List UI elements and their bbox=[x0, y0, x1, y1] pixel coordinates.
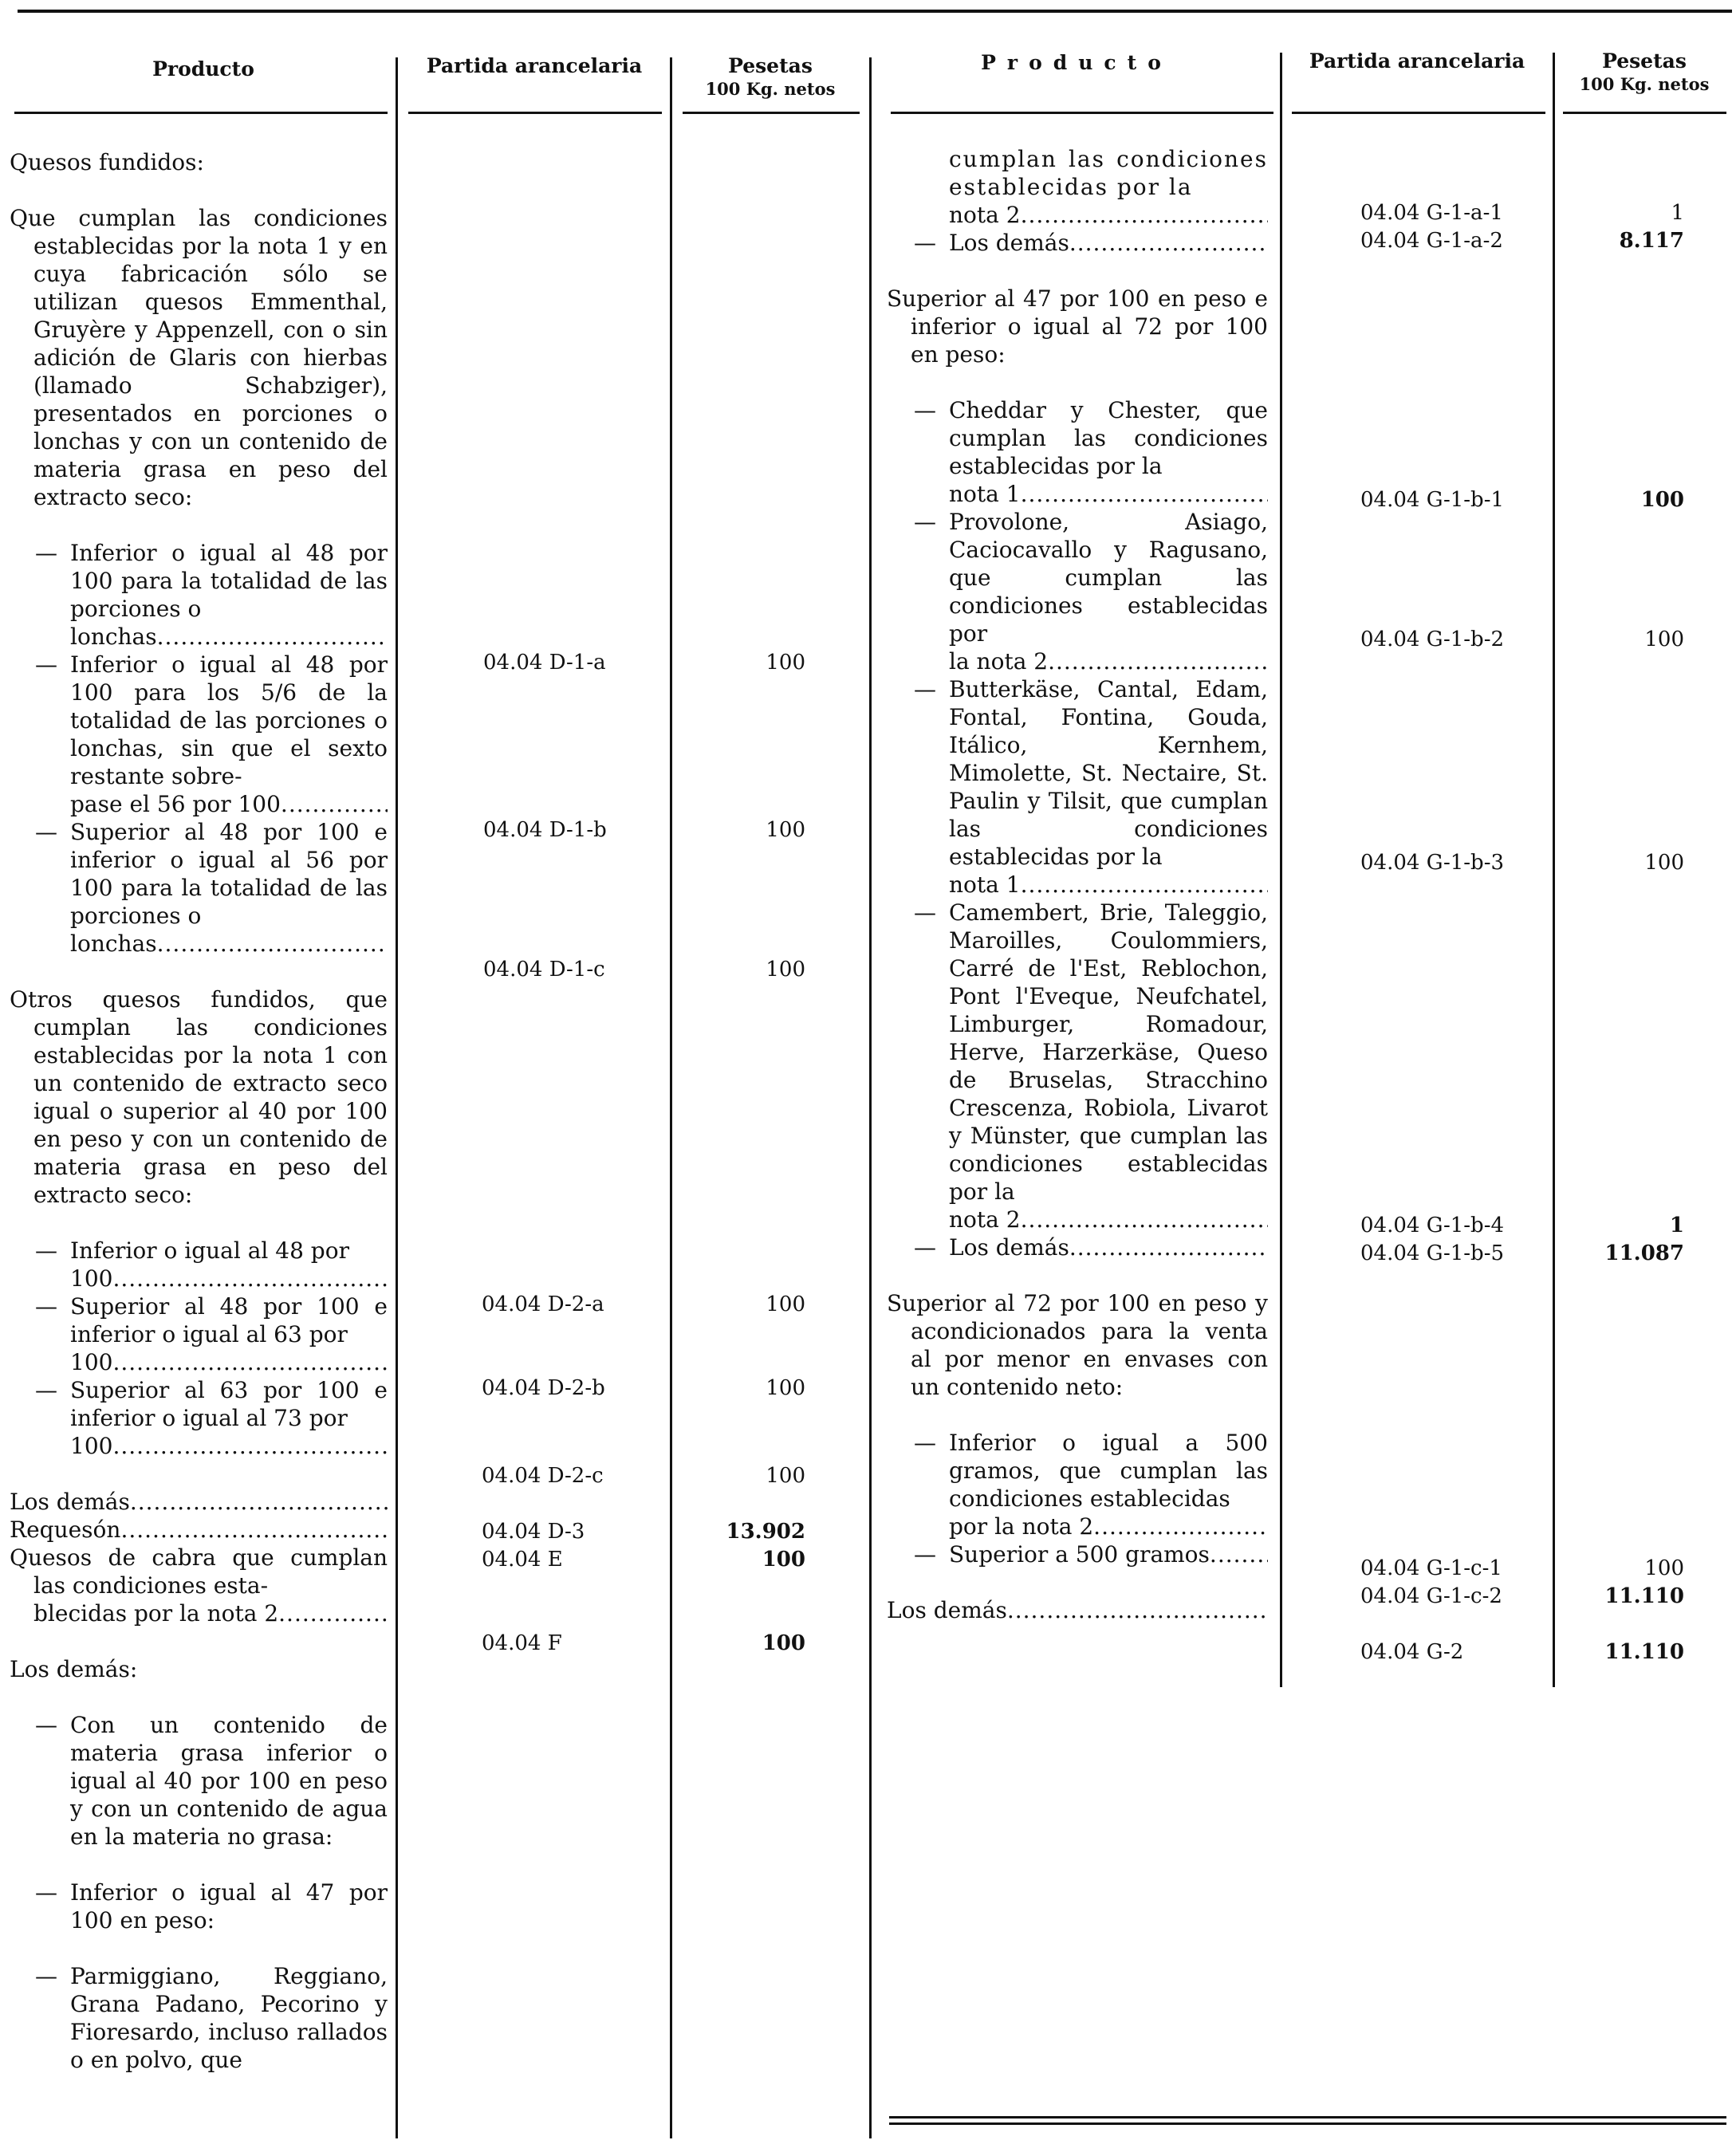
item-label: Requesón bbox=[10, 1517, 121, 1543]
list-item bbox=[35, 1711, 388, 1851]
column-divider bbox=[1280, 53, 1282, 1687]
right-product-column bbox=[887, 145, 1268, 1624]
dash-marker: — bbox=[914, 899, 936, 926]
price-value: 100 bbox=[766, 958, 805, 982]
end-rule bbox=[889, 2116, 1726, 2118]
tariff-code: 04.04 F bbox=[482, 1631, 562, 1655]
item-label: 100 bbox=[70, 1265, 113, 1292]
list-item bbox=[949, 145, 1268, 229]
item-label: nota 1 bbox=[949, 871, 1021, 898]
item-text: Inferior o igual al 48 por 100 para la totalidad de las porciones o bbox=[70, 540, 388, 622]
dash-marker: — bbox=[35, 1377, 57, 1403]
leader-dots bbox=[1210, 1540, 1268, 1568]
item-text: Quesos de cabra que cumplan las condiciones esta- bbox=[10, 1544, 388, 1599]
list-item bbox=[914, 396, 1268, 508]
item-label: pase el 56 por 100 bbox=[70, 791, 281, 817]
item-text: Provolone, Asiago, Caciocavallo y Ragusano, que cumplan las condiciones establecidas por bbox=[949, 509, 1268, 647]
tariff-code: 04.04 D-2-b bbox=[482, 1376, 605, 1400]
column-divider bbox=[1553, 53, 1555, 1687]
tariff-code: 04.04 G-1-c-2 bbox=[1360, 1584, 1502, 1608]
price-value: 1 bbox=[1669, 1214, 1684, 1237]
item-text: Inferior o igual al 47 por 100 en peso: bbox=[70, 1879, 388, 1934]
list-item bbox=[35, 1292, 388, 1376]
header-producto-right: Producto bbox=[981, 51, 1172, 74]
price-value: 100 bbox=[766, 1292, 805, 1316]
item-text: Con un contenido de materia grasa inferior o igual al 40 por 100 en peso y con un contenido de agua en la materia no grasa: bbox=[70, 1712, 388, 1850]
header-pesetas-label: Pesetas bbox=[1602, 49, 1687, 73]
dash-marker: — bbox=[35, 819, 57, 845]
list-item bbox=[35, 651, 388, 818]
item-label: nota 1 bbox=[949, 481, 1021, 507]
header-rule bbox=[408, 112, 662, 114]
list-item bbox=[914, 899, 1268, 1233]
price-value: 1 bbox=[1671, 201, 1684, 225]
list-item bbox=[914, 229, 1268, 257]
page-center-divider bbox=[869, 57, 872, 2138]
header-rule bbox=[683, 112, 860, 114]
tariff-code: 04.04 G-1-b-1 bbox=[1360, 488, 1505, 512]
item-text: Camembert, Brie, Taleggio, Maroilles, Coulommiers, Carré de l'Est, Reblochon, Pont l'Eveque, Neufchatel, Limburger, Romadour, Herve, Harzerkäse, Queso de Bruselas, Stracchino Crescenza, Robiola, Livarot y Münster, que cumplan las condiciones establecidas por la bbox=[949, 899, 1268, 1205]
item-label: lonchas bbox=[70, 624, 157, 650]
leader-dots bbox=[1069, 229, 1268, 257]
list-item bbox=[914, 1429, 1268, 1540]
item-text: Inferior o igual al 48 por 100 para los 5/6 de la totalidad de las porciones o lonchas, sin que el sexto restante sobre- bbox=[70, 651, 388, 789]
item-text: Parmiggiano, Reggiano, Grana Padano, Pecorino y Fioresardo, incluso rallados o en polvo, que bbox=[70, 1963, 388, 2073]
left-product-column bbox=[10, 148, 388, 2074]
price-value: 11.110 bbox=[1604, 1640, 1684, 1664]
tariff-code: 04.04 G-1-a-2 bbox=[1360, 229, 1503, 253]
item-text: Superior al 48 por 100 e inferior o igual al 56 por 100 para la totalidad de las porciones o bbox=[70, 819, 388, 929]
price-value: 100 bbox=[1640, 488, 1684, 512]
leader-dots bbox=[1021, 480, 1268, 508]
item-label: Los demás bbox=[887, 1597, 1007, 1623]
price-value: 100 bbox=[762, 1631, 805, 1655]
price-value: 11.110 bbox=[1604, 1584, 1684, 1608]
dash-marker: — bbox=[35, 1879, 57, 1906]
price-value: 100 bbox=[762, 1548, 805, 1572]
leader-dots bbox=[1021, 201, 1268, 229]
leader-dots bbox=[281, 790, 388, 818]
list-item bbox=[10, 1516, 388, 1544]
header-pesetas-unit: 100 Kg. netos bbox=[1579, 74, 1710, 94]
tariff-code: 04.04 G-2 bbox=[1360, 1640, 1464, 1664]
list-item bbox=[35, 818, 388, 958]
header-rule bbox=[14, 112, 388, 114]
column-divider bbox=[396, 57, 398, 2138]
top-rule bbox=[18, 10, 1732, 13]
header-rule bbox=[891, 112, 1273, 114]
item-label: por la nota 2 bbox=[949, 1513, 1094, 1540]
leader-dots bbox=[1007, 1596, 1268, 1624]
leader-dots bbox=[1093, 1513, 1268, 1540]
paragraph: Superior al 47 por 100 en peso e inferior o igual al 72 por 100 en peso: bbox=[887, 285, 1268, 368]
leader-dots bbox=[130, 1488, 388, 1516]
leader-dots bbox=[278, 1599, 388, 1627]
dash-marker: — bbox=[35, 1712, 57, 1738]
dash-marker: — bbox=[914, 230, 936, 256]
dash-marker: — bbox=[914, 397, 936, 423]
header-partida-left: Partida arancelaria bbox=[426, 54, 643, 77]
leader-dots bbox=[1021, 1206, 1268, 1233]
item-text: Inferior o igual a 500 gramos, que cumplan las condiciones establecidas bbox=[949, 1430, 1268, 1512]
dash-marker: — bbox=[914, 1430, 936, 1456]
list-item bbox=[35, 539, 388, 651]
header-pesetas-right bbox=[1557, 49, 1732, 96]
list-item bbox=[35, 1962, 388, 2074]
dash-marker: — bbox=[914, 509, 936, 535]
list-item bbox=[10, 1488, 388, 1516]
leader-dots bbox=[112, 1265, 388, 1292]
header-pesetas-label: Pesetas bbox=[728, 54, 813, 77]
list-item bbox=[10, 1544, 388, 1627]
paragraph: Otros quesos fundidos, que cumplan las condiciones establecidas por la nota 1 con un contenido de extracto seco igual o superior al 40 por 100 en peso y con un contenido de materia grasa en peso del extracto seco: bbox=[10, 986, 388, 1208]
list-item bbox=[35, 1376, 388, 1460]
column-divider bbox=[670, 57, 672, 2138]
tariff-code: 04.04 G-1-b-4 bbox=[1360, 1214, 1505, 1237]
header-rule bbox=[1292, 112, 1545, 114]
list-item bbox=[914, 508, 1268, 675]
price-value: 13.902 bbox=[726, 1520, 805, 1544]
price-value: 8.117 bbox=[1619, 229, 1684, 253]
item-label: nota 2 bbox=[949, 1206, 1021, 1233]
item-label: 100 bbox=[70, 1349, 113, 1375]
item-label: Superior a 500 gramos bbox=[949, 1541, 1210, 1568]
header-producto-left: Producto bbox=[152, 57, 254, 81]
item-text: cumplan las condiciones establecidas por la bbox=[949, 146, 1268, 200]
item-label: nota 2 bbox=[949, 202, 1021, 228]
list-item bbox=[914, 675, 1268, 899]
dash-marker: — bbox=[35, 1237, 57, 1264]
leader-dots bbox=[112, 1348, 388, 1376]
leader-dots bbox=[112, 1432, 388, 1460]
item-label: lonchas bbox=[70, 930, 157, 957]
tariff-code: 04.04 D-2-a bbox=[482, 1292, 604, 1316]
dash-marker: — bbox=[35, 1963, 57, 1989]
tariff-code: 04.04 D-1-c bbox=[483, 958, 605, 982]
list-item bbox=[35, 1237, 388, 1292]
header-rule bbox=[1563, 112, 1726, 114]
dash-marker: — bbox=[35, 1293, 57, 1320]
tariff-code: 04.04 D-3 bbox=[482, 1520, 585, 1544]
price-value: 100 bbox=[766, 651, 805, 675]
price-value: 100 bbox=[766, 1376, 805, 1400]
tariff-code: 04.04 D-1-a bbox=[483, 651, 606, 675]
tariff-code: 04.04 G-1-b-5 bbox=[1360, 1241, 1505, 1265]
price-value: 11.087 bbox=[1604, 1241, 1684, 1265]
tariff-code: 04.04 G-1-a-1 bbox=[1360, 201, 1503, 225]
leader-dots bbox=[157, 930, 388, 958]
list-item bbox=[914, 1233, 1268, 1261]
leader-dots bbox=[1021, 871, 1268, 899]
paragraph: Superior al 72 por 100 en peso y acondicionados para la venta al por menor en envases con un contenido neto: bbox=[887, 1290, 1268, 1400]
section-heading: Los demás: bbox=[10, 1656, 138, 1682]
item-label: 100 bbox=[70, 1433, 113, 1459]
paragraph: Que cumplan las condiciones establecidas por la nota 1 y en cuya fabricación sólo se utilizan quesos Emmenthal, Gruyère y Appenzell, con o sin adición de Glaris con hierbas (llamado Schabziger), presentados en porciones o lonchas y con un contenido de materia grasa en peso del extracto seco: bbox=[10, 205, 388, 510]
item-label: blecidas por la nota 2 bbox=[33, 1600, 279, 1627]
dash-marker: — bbox=[914, 676, 936, 702]
dash-marker: — bbox=[914, 1234, 936, 1261]
header-pesetas-unit: 100 Kg. netos bbox=[705, 79, 836, 99]
item-label: la nota 2 bbox=[949, 648, 1049, 675]
price-value: 100 bbox=[1644, 1556, 1684, 1580]
header-pesetas-left bbox=[675, 54, 866, 100]
tariff-code: 04.04 D-2-c bbox=[482, 1464, 604, 1488]
leader-dots bbox=[1069, 1233, 1268, 1261]
dash-marker: — bbox=[35, 651, 57, 678]
price-value: 100 bbox=[766, 1464, 805, 1488]
list-item bbox=[887, 1596, 1268, 1624]
header-partida-right: Partida arancelaria bbox=[1309, 49, 1525, 73]
item-text: Butterkäse, Cantal, Edam, Fontal, Fontina, Gouda, Itálico, Kernhem, Mimolette, St. Nectaire, St. Paulin y Tilsit, que cumplan las condiciones establecidas por la bbox=[949, 676, 1268, 870]
end-rule bbox=[889, 2122, 1726, 2125]
section-heading: Quesos fundidos: bbox=[10, 149, 204, 175]
list-item bbox=[35, 1879, 388, 1934]
item-text: Cheddar y Chester, que cumplan las condiciones establecidas por la bbox=[949, 397, 1268, 479]
item-text: Superior al 48 por 100 e inferior o igual al 63 por bbox=[70, 1293, 388, 1347]
item-label: Los demás bbox=[10, 1489, 130, 1515]
tariff-code: 04.04 G-1-b-3 bbox=[1360, 851, 1505, 875]
price-value: 100 bbox=[766, 818, 805, 842]
leader-dots bbox=[120, 1516, 388, 1544]
dash-marker: — bbox=[914, 1541, 936, 1568]
item-label: Los demás bbox=[949, 1234, 1069, 1261]
tariff-code: 04.04 E bbox=[482, 1548, 563, 1572]
tariff-code: 04.04 D-1-b bbox=[483, 818, 607, 842]
price-value: 100 bbox=[1644, 627, 1684, 651]
leader-dots bbox=[157, 623, 388, 651]
dash-marker: — bbox=[35, 540, 57, 566]
tariff-code: 04.04 G-1-b-2 bbox=[1360, 627, 1505, 651]
list-item bbox=[914, 1540, 1268, 1568]
price-value: 100 bbox=[1644, 851, 1684, 875]
item-text: Inferior o igual al 48 por bbox=[70, 1237, 349, 1264]
item-label: Los demás bbox=[949, 230, 1069, 256]
tariff-code: 04.04 G-1-c-1 bbox=[1360, 1556, 1502, 1580]
leader-dots bbox=[1048, 647, 1268, 675]
item-text: Superior al 63 por 100 e inferior o igual al 73 por bbox=[70, 1377, 388, 1431]
